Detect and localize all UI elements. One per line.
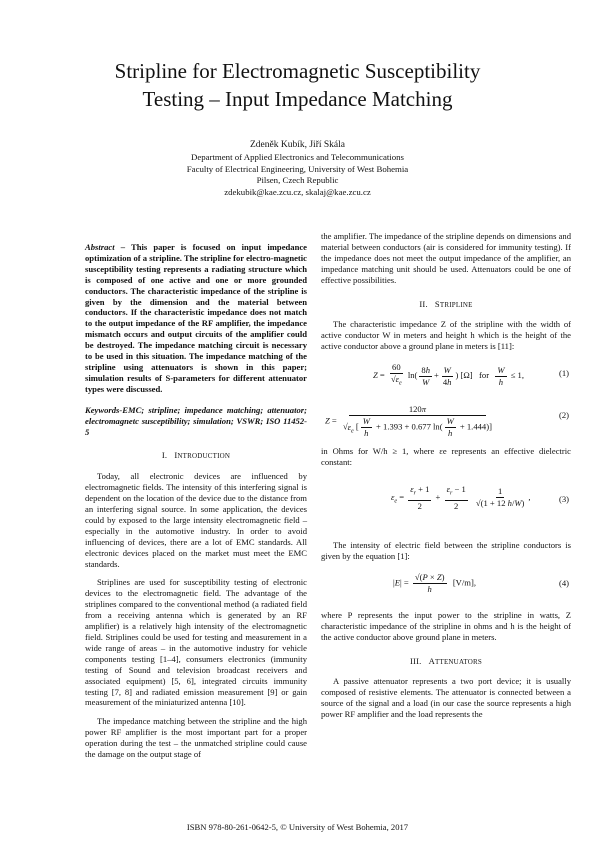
equation-1-body: Z = $\frac{60}{√\varepsilon_e}$ ln( $\frac{8h}{W}$ + $\frac{W}{4h}$ ) [Ω] for $\frac{W}{h}$ ≤ 1, [373, 362, 524, 387]
intro-paragraph-2: Striplines are used for susceptibility testing of electronic devices to the electromagnetic field. The advantage of the striplines compared to the conventional method (a radiated field from a receiving antenna which is generated by an RF amplifier) is a relatively high intensity of the electromagnetic field. Striplines could be used for testing and measurement in a wide range of areas – in the automotive industry for vehicle components testing [1–4], consumers electronics (immunity testing of Sound and television broadcast receivers and associated equipment) [5, 6], integrated circuits immunity testing [7, 8] and radiated emission measurement [9] or gain measurement of the miniaturized antenna [10]. [85, 577, 307, 708]
after-equation-2: in Ohms for W/h ≥ 1, where εe represents an effective dielectric constant: [321, 446, 571, 468]
equation-2-body: Z = 120π $√\varepsilon_e$ [ $\frac{W}{h}$ + 1.393 + 0.677 ln( $\frac{W}{h}$ + 1.444)] [325, 404, 492, 439]
affiliation-emails: zdekubik@kae.zcu.cz, skalaj@kae.zcu.cz [224, 186, 371, 197]
equation-3 [321, 474, 571, 530]
footer-isbn: ISBN 978-80-261-0642-5, © University of West Bohemia, 2017 [186, 822, 409, 832]
left-column [85, 242, 307, 760]
equation-2-number: (2) [558, 410, 569, 421]
affiliation-department: Department of Applied Electronics and Telecommunications [191, 152, 404, 162]
abstract-label: Abstract [85, 242, 115, 252]
equation-4 [321, 568, 571, 604]
equation-4-number: (4) [558, 577, 569, 588]
title-line-2: Testing – Input Impedance Matching [142, 87, 453, 111]
title-line-1: Stripline for Electromagnetic Susceptibility [114, 59, 481, 83]
equation-3-number: (3) [558, 493, 569, 504]
section-heading-stripline: II. STRIPLINE [419, 298, 473, 309]
where-paragraph: where P represents the input power to the stripline in watts, Z characteristic impedance of the stripline in ohms and h is the height of the active conductor above ground plane in meters. [321, 609, 571, 642]
affiliation-faculty: Faculty of Electrical Engineering, University of West Bohemia [186, 163, 409, 174]
stripline-paragraph: The characteristic impedance Z of the stripline with the width of active conductor W in meters and height h which is the height of the active conductor above a ground plane in meters is [11]: [321, 319, 571, 352]
equation-4-body: |E| = $\frac{√(P \times Z)}{h}$ [V/m], [393, 571, 476, 594]
attenuators-paragraph: A passive attenuator represents a two port device; it is usually composed of resistive elements. The attenuator is connected between a source of the signal and a load (in our case the source represents a high power RF amplifier and the load represents the [321, 676, 571, 720]
equation-2 [321, 400, 571, 440]
authors: Zdeněk Kubík, Jiří Skála [250, 140, 345, 150]
affiliation-city: Pilsen, Czech Republic [256, 175, 339, 186]
affiliation [40, 152, 555, 198]
field-paragraph: The intensity of electric field between the stripline conductors is given by the equation [1]: [321, 539, 571, 561]
right-column [321, 231, 571, 720]
section-heading-attenuators: III. ATTENUATORS [410, 655, 482, 666]
keywords: Keywords-EMC; stripline; impedance matching; attenuator; electromagnetc susceptibility; simulation; VSWR; ISO 11452-5 [85, 404, 307, 437]
intro-continuation: the amplifier. The impedance of the stripline depends on dimensions and material between conductors (air is considered for immunity testing). If the impedance does not meet the output impedance of the amplifier, an impedance matching unit should be used. Attenuators could be one of effective possibilities. [321, 231, 571, 285]
equation-3-body: $\varepsilon_e$ = $\frac{\varepsilon_r + 1}{2}$ + $\frac{\varepsilon_r - 1}{2}$ $\frac{1}{√(1 + 12 h/W)}$ , [391, 483, 531, 511]
abstract-text: – This paper is focused on input impedance optimization of a stripline. The stripline for electro-magnetic susceptibility testing represents a radiating structure which is composed of one active and one or more grounded conductors. The characteristic impedance of the stripline is given by the dimension and the material between conductors. If the characteristic impedance does not match to the output impedance of the RF amplifier, the impedance mismatch occurs and output circuits of the amplifier could be destroyed. The impedance matching circuit is necessary to be used in this situation. The impedance matching of the stripline using attenuators is shown in this paper; simulation results of S-parameters for different attenuator types were discussed. [85, 242, 307, 394]
paper-title [40, 57, 555, 113]
intro-paragraph-1: Today, all electronic devices are influenced by electromagnetic fields. The intensity of this interfering signal is dependent on the location of the device due to the distance from an interfering signal source. In some application, the devices could by exposed to the large intensity electromagnetic field – especially in the automotive industry. In order to avoid influencing of devices, there are a lot of EMC standards. All electronic devices placed on the market must meet the EMC standards. [85, 471, 307, 569]
equation-1 [321, 358, 571, 394]
abstract [85, 242, 307, 395]
equation-1-number: (1) [558, 368, 569, 379]
intro-paragraph-3: The impedance matching between the stripline and the high power RF amplifier is the most important part for a proper operation during the test – the unmatched stripline could cause the damage on the output stage of [85, 716, 307, 760]
section-heading-introduction: I. INTRODUCTION [161, 450, 231, 461]
